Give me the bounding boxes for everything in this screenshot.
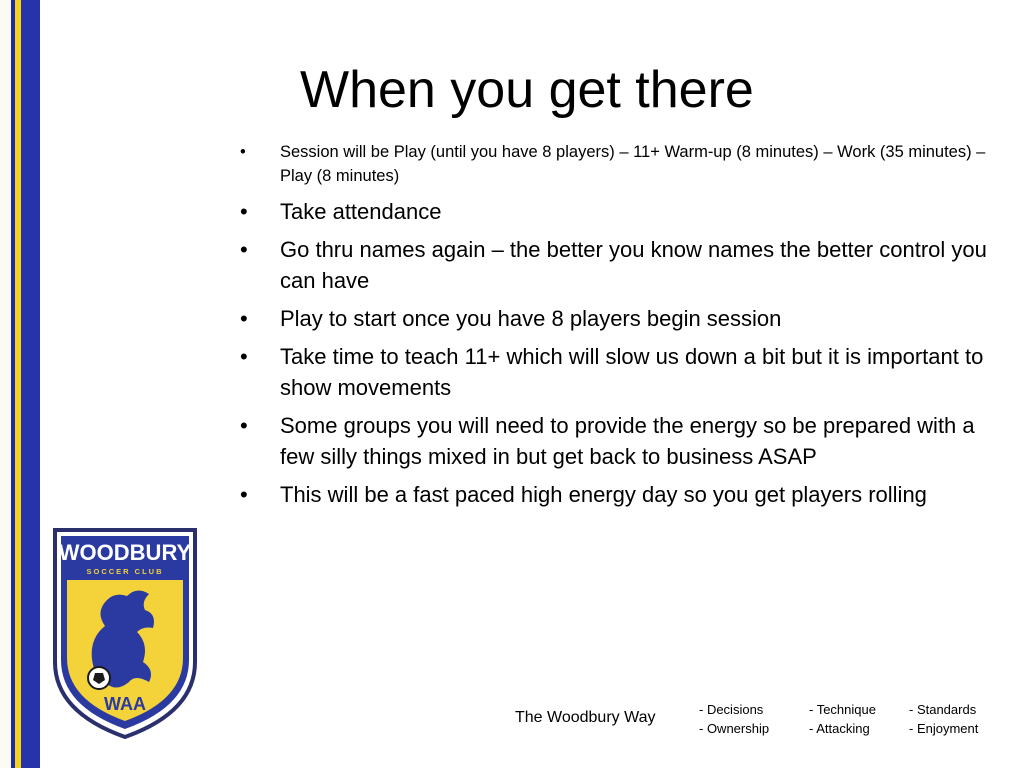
bullet-text: Session will be Play (until you have 8 players) – 11+ Warm-up (8 minutes) – Work (35 minutes) – Play (8 minutes) xyxy=(280,143,986,185)
bullet-text: Some groups you will need to provide the energy so be prepared with a few silly things mixed in but get back to business ASAP xyxy=(280,413,975,469)
footer-value-item: - Standards xyxy=(909,702,977,717)
crest-club-name: WOODBURY xyxy=(58,540,192,565)
bullet-dot: • xyxy=(240,482,248,507)
bullet-item xyxy=(236,234,1006,296)
bullet-text: Go thru names again – the better you know names the better control you can have xyxy=(280,237,987,293)
bullet-text: Take attendance xyxy=(280,199,442,224)
bullet-dot: • xyxy=(240,237,248,262)
bullet-item xyxy=(236,341,1006,403)
left-stripe-decoration xyxy=(0,0,40,768)
footer-value-item: - Attacking xyxy=(809,721,870,736)
stripe-blue xyxy=(21,0,40,768)
footer-value-item: - Technique xyxy=(809,702,876,717)
crest-badge-text: WAA xyxy=(104,694,146,714)
bullet-dot: • xyxy=(240,199,248,224)
bullet-dot: • xyxy=(240,413,248,438)
bullet-item xyxy=(236,479,1006,510)
bullet-item xyxy=(236,196,1006,227)
bullet-item xyxy=(236,140,1006,188)
woodbury-crest-logo xyxy=(45,522,205,742)
bullet-text: This will be a fast paced high energy day so you get players rolling xyxy=(280,482,927,507)
bullet-dot: • xyxy=(240,143,246,161)
footer-values-column xyxy=(909,700,978,738)
bullet-item xyxy=(236,410,1006,472)
footer-value-item: - Ownership xyxy=(699,721,770,736)
bullet-text: Take time to teach 11+ which will slow us down a bit but it is important to show movements xyxy=(280,344,984,400)
bullet-list xyxy=(236,140,1006,517)
footer-values-column xyxy=(809,700,876,738)
crest-club-subtitle: SOCCER CLUB xyxy=(86,567,164,576)
footer-brand: The Woodbury Way xyxy=(515,709,656,726)
stripe-cream xyxy=(0,0,11,768)
footer-values-column xyxy=(699,700,769,738)
slide-title: When you get there xyxy=(300,61,754,119)
bullet-item xyxy=(236,303,1006,334)
bullet-dot: • xyxy=(240,306,248,331)
bullet-dot: • xyxy=(240,344,248,369)
bullet-text: Play to start once you have 8 players begin session xyxy=(280,306,782,331)
footer-value-item: - Enjoyment xyxy=(909,721,979,736)
footer-value-item: - Decisions xyxy=(699,702,764,717)
